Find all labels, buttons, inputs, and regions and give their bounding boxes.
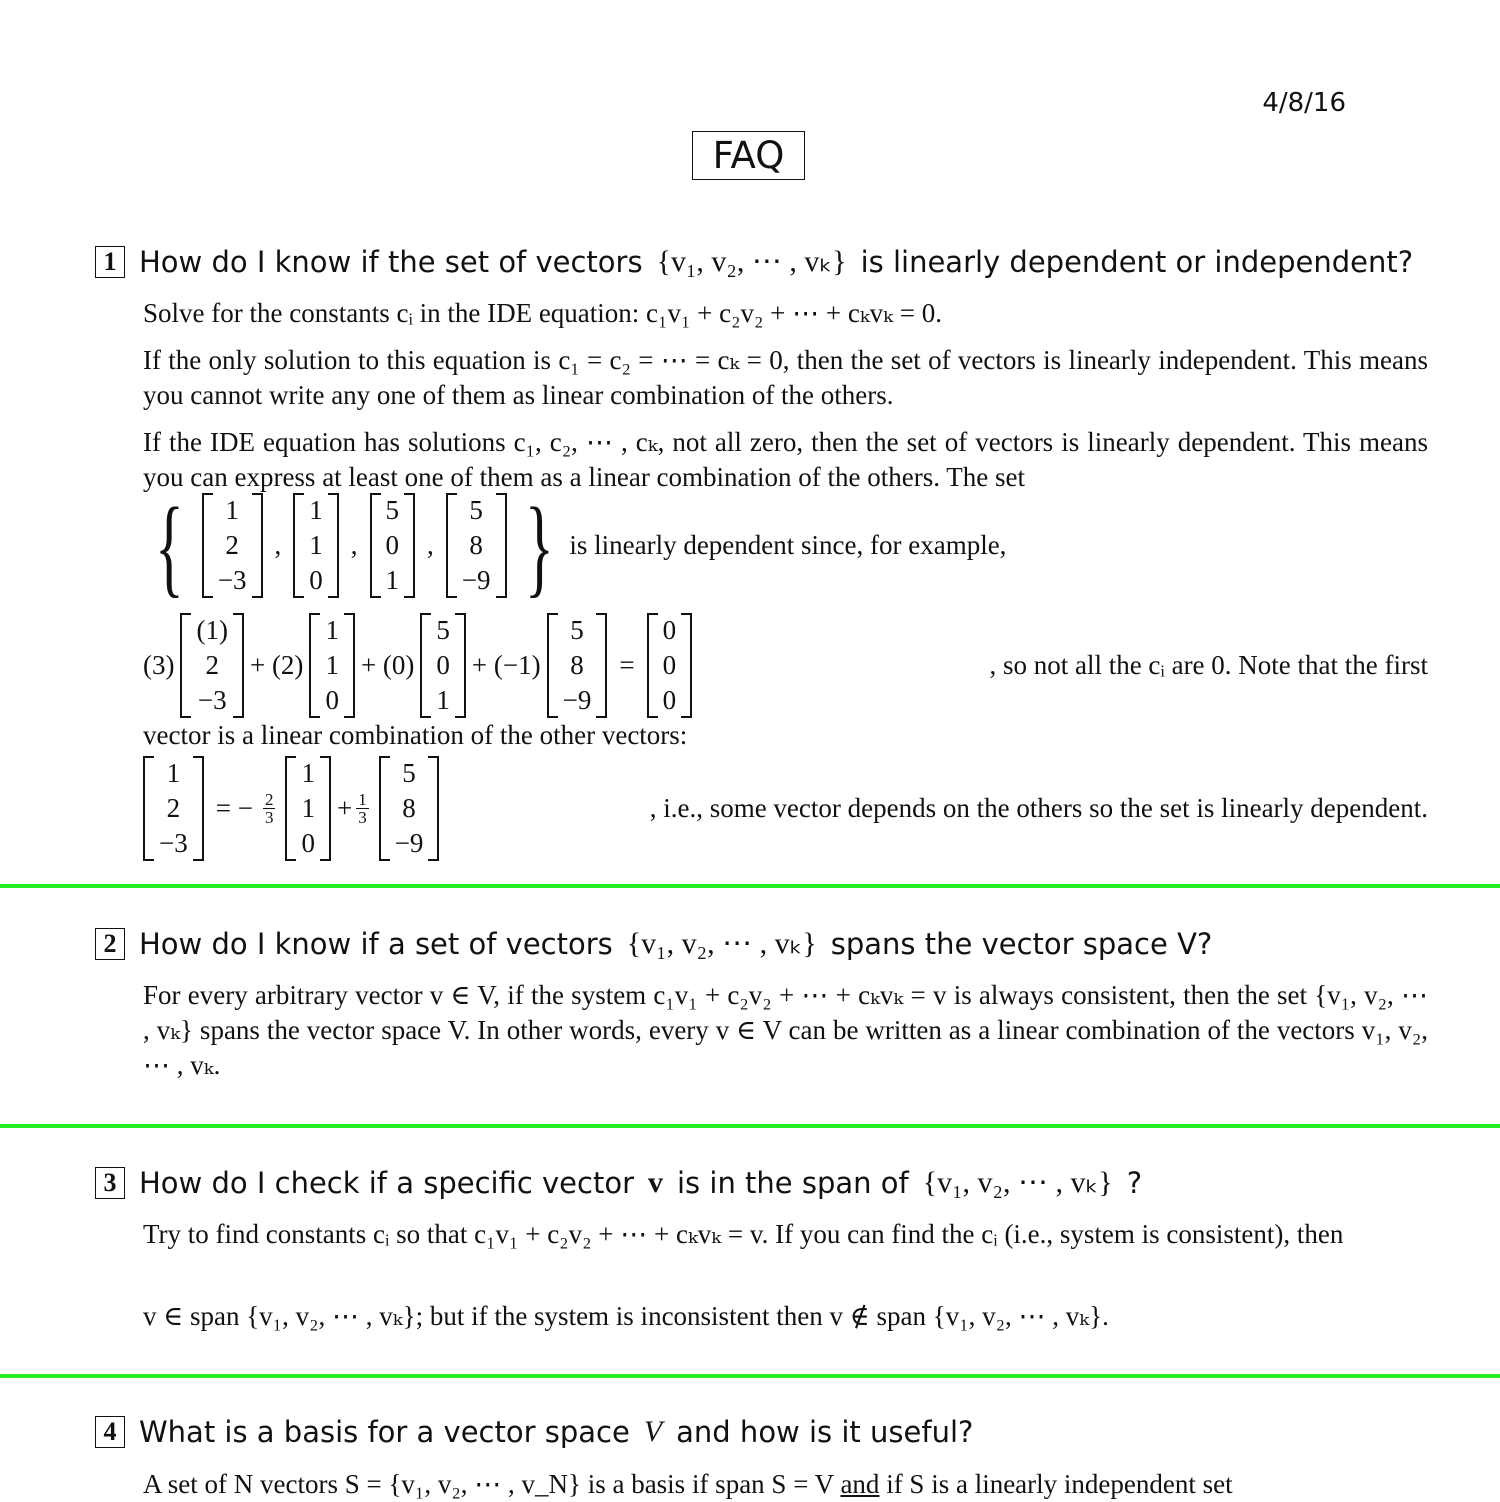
matrix-entry: 1 — [385, 565, 400, 595]
paragraph: A set of N vectors S = {v₁, v₂, ⋯ , v_N} is a basis if span S = V and if S is a linearly independent set — [143, 1469, 1233, 1499]
fraction: $\frac{1}{3}$ — [358, 790, 367, 827]
question-4-heading — [95, 1415, 973, 1449]
matrix — [143, 756, 204, 861]
matrix-entry: 1 — [436, 685, 450, 715]
linear-combination-equation — [143, 613, 1428, 718]
matrix-entry: 0 — [325, 685, 339, 715]
zero-matrix — [647, 613, 693, 718]
paragraph: vector is a linear combination of the other vectors: — [143, 720, 688, 750]
matrix-entry: 2 — [225, 530, 239, 560]
matrix-entry: −3 — [197, 685, 227, 715]
question-1-heading — [95, 244, 1413, 279]
matrix-entry: 0 — [309, 565, 323, 595]
matrix-entry: 1 — [309, 530, 323, 560]
paragraph: v ∈ span {v₁, v₂, ⋯ , vₖ}; but if the system is inconsistent then v ∉ span {v₁, v₂, ⋯ , vₖ}. — [143, 1301, 1109, 1331]
question-text: What is a basis for a vector space — [139, 1415, 630, 1449]
matrix-entry: 1 — [166, 758, 181, 788]
matrix-entry: 0 — [662, 650, 677, 680]
matrix-entry: 5 — [436, 615, 450, 645]
equals-minus: = − — [215, 793, 253, 823]
question-text: ? — [1126, 1165, 1143, 1200]
matrix — [285, 756, 331, 861]
vector-set-row: { 1 2 −3 , 1 1 0 , 5 0 1 , 5 8 −9 } is linearly dependent since, for example, — [154, 484, 1007, 607]
matrix-entry: 1 — [325, 650, 339, 680]
section-divider — [0, 1374, 1500, 1378]
paragraph: If the IDE equation has solutions c₁, c₂, ⋯ , cₖ, not all zero, then the set of vectors is linearly dependent. This means you can express at least one of them as a linear combination of the others. The set — [143, 427, 1428, 492]
matrix — [547, 613, 608, 718]
question-text: and how is it useful? — [676, 1415, 974, 1449]
paragraph: Try to find constants cᵢ so that c₁v₁ + c₂v₂ + ⋯ + cₖvₖ = v. If you can find the cᵢ (i.e., system is consistent), then — [143, 1219, 1344, 1249]
matrix — [420, 613, 466, 718]
coefficient: (3) — [143, 650, 175, 680]
matrix-entry: 5 — [385, 495, 400, 525]
matrix-entry: 8 — [570, 650, 584, 680]
matrix-entry: −9 — [461, 565, 491, 595]
matrix-entry: 0 — [662, 615, 677, 645]
matrix-entry: 5 — [402, 758, 416, 788]
paragraph: If the only solution to this equation is c₁ = c₂ = ⋯ = cₖ = 0, then the set of vectors is linearly independent. This means you cannot write any one of them as linear combination of the others. — [143, 345, 1428, 410]
question-3-heading — [95, 1165, 1142, 1200]
matrix — [202, 493, 263, 598]
question-number: 3 — [95, 1167, 125, 1199]
equals: = — [619, 650, 635, 680]
vector-set: {v₁, v₂, ⋯ , vₖ} — [626, 927, 817, 960]
matrix-entry: 8 — [402, 793, 416, 823]
matrix-entry: (1) — [196, 615, 228, 645]
page-title: FAQ — [692, 131, 805, 180]
coefficient: + (−1) — [471, 650, 541, 680]
matrix-entry: 1 — [225, 495, 239, 525]
section-divider — [0, 1124, 1500, 1128]
matrix-entry: 5 — [570, 615, 584, 645]
question-text: is in the span of — [677, 1165, 909, 1200]
matrix-entry: −3 — [217, 565, 247, 595]
question-2-heading — [95, 926, 1212, 961]
matrix — [309, 613, 355, 718]
plus: + — [336, 793, 353, 823]
matrix-entry: −9 — [562, 685, 592, 715]
right-brace: } — [524, 484, 554, 607]
text: is linearly dependent since, for example, — [569, 530, 1007, 560]
matrix-entry: 1 — [325, 615, 339, 645]
matrix-entry: 1 — [301, 758, 315, 788]
question-text: is linearly dependent or independent? — [860, 244, 1414, 279]
matrix-entry: 1 — [309, 495, 323, 525]
text: , so not all the cᵢ are 0. Note that the first — [989, 650, 1428, 680]
matrix-entry: 8 — [469, 530, 483, 560]
matrix — [370, 493, 416, 598]
question-number: 1 — [95, 246, 125, 278]
text: , i.e., some vector depends on the others so the set is linearly dependent. — [649, 793, 1428, 823]
matrix-entry: 1 — [301, 793, 315, 823]
paragraph: Solve for the constants cᵢ in the IDE equation: c₁v₁ + c₂v₂ + ⋯ + cₖvₖ = 0. — [143, 298, 943, 328]
space-symbol: V — [643, 1415, 663, 1448]
matrix — [446, 493, 507, 598]
vector-set: {v₁, v₂, ⋯ , vₖ} — [922, 1166, 1113, 1199]
matrix-entry: −3 — [159, 828, 188, 858]
vector-set: {v₁, v₂, ⋯ , vₖ} — [656, 245, 847, 278]
matrix-entry: 0 — [301, 828, 315, 858]
matrix — [180, 613, 243, 718]
question-number: 2 — [95, 928, 125, 960]
date: 4/8/16 — [1262, 88, 1346, 118]
matrix — [379, 756, 440, 861]
question-text: spans the vector space V? — [830, 926, 1213, 961]
matrix-entry: 0 — [385, 530, 400, 560]
matrix — [293, 493, 339, 598]
coefficient: + (2) — [249, 650, 304, 680]
matrix-entry: 5 — [469, 495, 483, 525]
dependency-equation — [143, 756, 1428, 861]
vector-symbol: v — [648, 1165, 663, 1199]
matrix-entry: 2 — [166, 793, 181, 823]
question-text: How do I know if a set of vectors — [139, 926, 613, 961]
left-brace: { — [154, 484, 184, 607]
question-text: How do I check if a specific vector — [139, 1165, 634, 1200]
paragraph: For every arbitrary vector v ∈ V, if the system c₁v₁ + c₂v₂ + ⋯ + cₖvₖ = v is always consistent, then the set {v₁, v₂, ⋯ , vₖ} spans the vector space V. In other words, every v ∈ V can be written as a linear combination of the vectors v₁, v₂, ⋯ , vₖ. — [143, 980, 1428, 1080]
question-number: 4 — [95, 1416, 125, 1448]
matrix-entry: 2 — [205, 650, 219, 680]
matrix-entry: −9 — [394, 828, 424, 858]
question-text: How do I know if the set of vectors — [139, 244, 643, 279]
fraction: $\frac{2}{3}$ — [264, 790, 274, 827]
matrix-entry: 0 — [436, 650, 450, 680]
coefficient: + (0) — [360, 650, 415, 680]
matrix-entry: 0 — [662, 685, 677, 715]
section-divider — [0, 884, 1500, 888]
